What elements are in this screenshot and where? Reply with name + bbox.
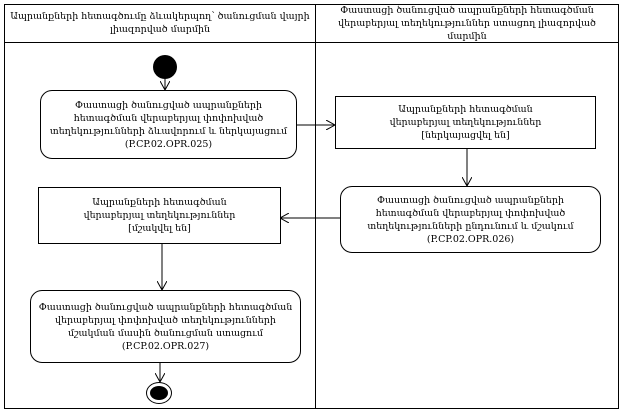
object-state: [մշակվել են]: [128, 223, 191, 234]
object-processed: [38, 187, 281, 244]
activity-p-cp-02-opr-025: [40, 90, 297, 159]
activity-code: (P.CP.02.OPR.027): [121, 340, 210, 352]
activity-text: Փաստացի ծանուցված ապրանքների հետագծման վերաբերյալ փոփոխված տեղեկությունների մշակման մասին ծանուցման ստացում: [38, 301, 293, 339]
object-text: Ապրանքների հետագծման վերաբերյալ տեղեկություններ: [389, 104, 542, 128]
activity-text: Փաստացի ծանուցված ապրանքների հետագծման վերաբերյալ փոփոխված տեղեկությունների ընդունում և մշակում: [367, 194, 574, 232]
activity-p-cp-02-opr-027: [30, 290, 301, 363]
activity-code: (P.CP.02.OPR.026): [426, 233, 515, 245]
object-text: Ապրանքների հետագծման վերաբերյալ տեղեկություններ: [83, 197, 236, 221]
activity-text: Փաստացի ծանուցված ապրանքների հետագծման վերաբերյալ փոփոխված տեղեկությունների ձևավորում և ներկայացում: [49, 99, 288, 137]
activity-p-cp-02-opr-026: [340, 186, 601, 253]
lane-header-sender: Ապրանքների հետագծումը ձևակերպող՝ ծանուցման վայրի լիազորված մարմին: [4, 4, 316, 43]
end-node: [146, 382, 172, 404]
end-node-core: [150, 386, 168, 400]
activity-code: (P.CP.02.OPR.025): [124, 138, 213, 150]
lane-header-receiver: Փաստացի ծանուցված ապրանքների հետագծման վերաբերյալ տեղեկություններ ստացող լիազորված մարմին: [315, 4, 619, 43]
object-state: [ներկայացվել են]: [421, 130, 510, 141]
start-node: [153, 55, 177, 79]
object-submitted: [335, 96, 596, 149]
